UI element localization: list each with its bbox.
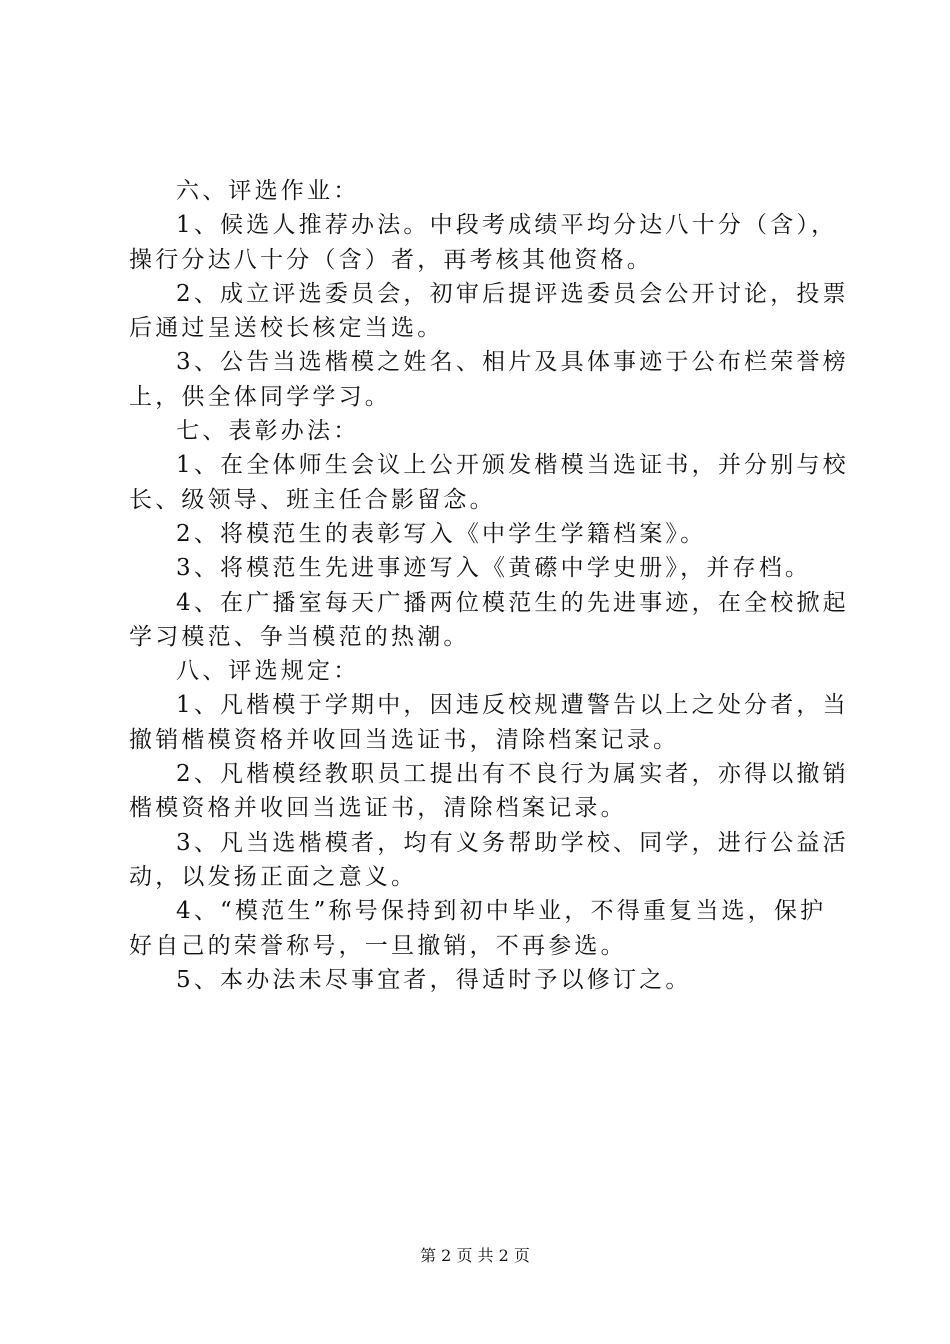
paragraph-line: 2、成立评选委员会，初审后提评选委员会公开讨论，投票 — [176, 280, 849, 307]
paragraph-line: 好自己的荣誉称号，一旦撤销，不再参选。 — [129, 932, 627, 959]
paragraph-line: 动，以发扬正面之意义。 — [129, 863, 418, 890]
paragraph-line: 4、在广播室每天广播两位模范生的先进事迹，在全校掀起 — [176, 589, 849, 616]
paragraph-line: 学习模范、争当模范的热潮。 — [129, 623, 470, 650]
paragraph-line: 1、在全体师生会议上公开颁发楷模当选证书，并分别与校 — [176, 452, 849, 479]
paragraph-line: 2、将模范生的表彰写入《中学生学籍档案》。 — [176, 520, 707, 547]
paragraph-line: 4、“模范生”称号保持到初中毕业，不得重复当选，保护 — [176, 898, 827, 925]
paragraph-line: 楷模资格并收回当选证书，清除档案记录。 — [129, 795, 627, 822]
document-body — [129, 174, 849, 997]
section-heading-evaluation-procedure: 六、评选作业： — [176, 178, 360, 204]
paragraph-line: 撤销楷模资格并收回当选证书，清除档案记录。 — [129, 726, 680, 753]
section-heading-regulations: 八、评选规定： — [176, 658, 360, 685]
paragraph-line: 1、凡楷模于学期中，因违反校规遭警告以上之处分者，当 — [176, 692, 849, 719]
paragraph-line: 上，供全体同学学习。 — [129, 383, 391, 410]
paragraph-line: 操行分达八十分（含）者，再考核其他资格。 — [129, 246, 653, 273]
paragraph-line: 1、候选人推荐办法。中段考成绩平均分达八十分（含）， — [176, 212, 838, 239]
paragraph-line: 3、将模范生先进事迹写入《黄礤中学史册》，并存档。 — [176, 555, 812, 582]
section-heading-commendation: 七、表彰办法： — [176, 418, 360, 445]
paragraph-line: 后通过呈送校长核定当选。 — [129, 315, 444, 342]
paragraph-line: 3、凡当选楷模者，均有义务帮助学校、同学，进行公益活 — [176, 829, 849, 856]
page-number-footer: 第 2 页 共 2 页 — [420, 1246, 530, 1265]
paragraph-line: 长、级领导、班主任合影留念。 — [129, 486, 496, 513]
paragraph-line: 5、本办法未尽事宜者，得适时予以修订之。 — [176, 966, 692, 993]
paragraph-line: 3、公告当选楷模之姓名、相片及具体事迹于公布栏荣誉榜 — [176, 349, 849, 376]
paragraph-line: 2、凡楷模经教职员工提出有不良行为属实者，亦得以撤销 — [176, 761, 849, 788]
